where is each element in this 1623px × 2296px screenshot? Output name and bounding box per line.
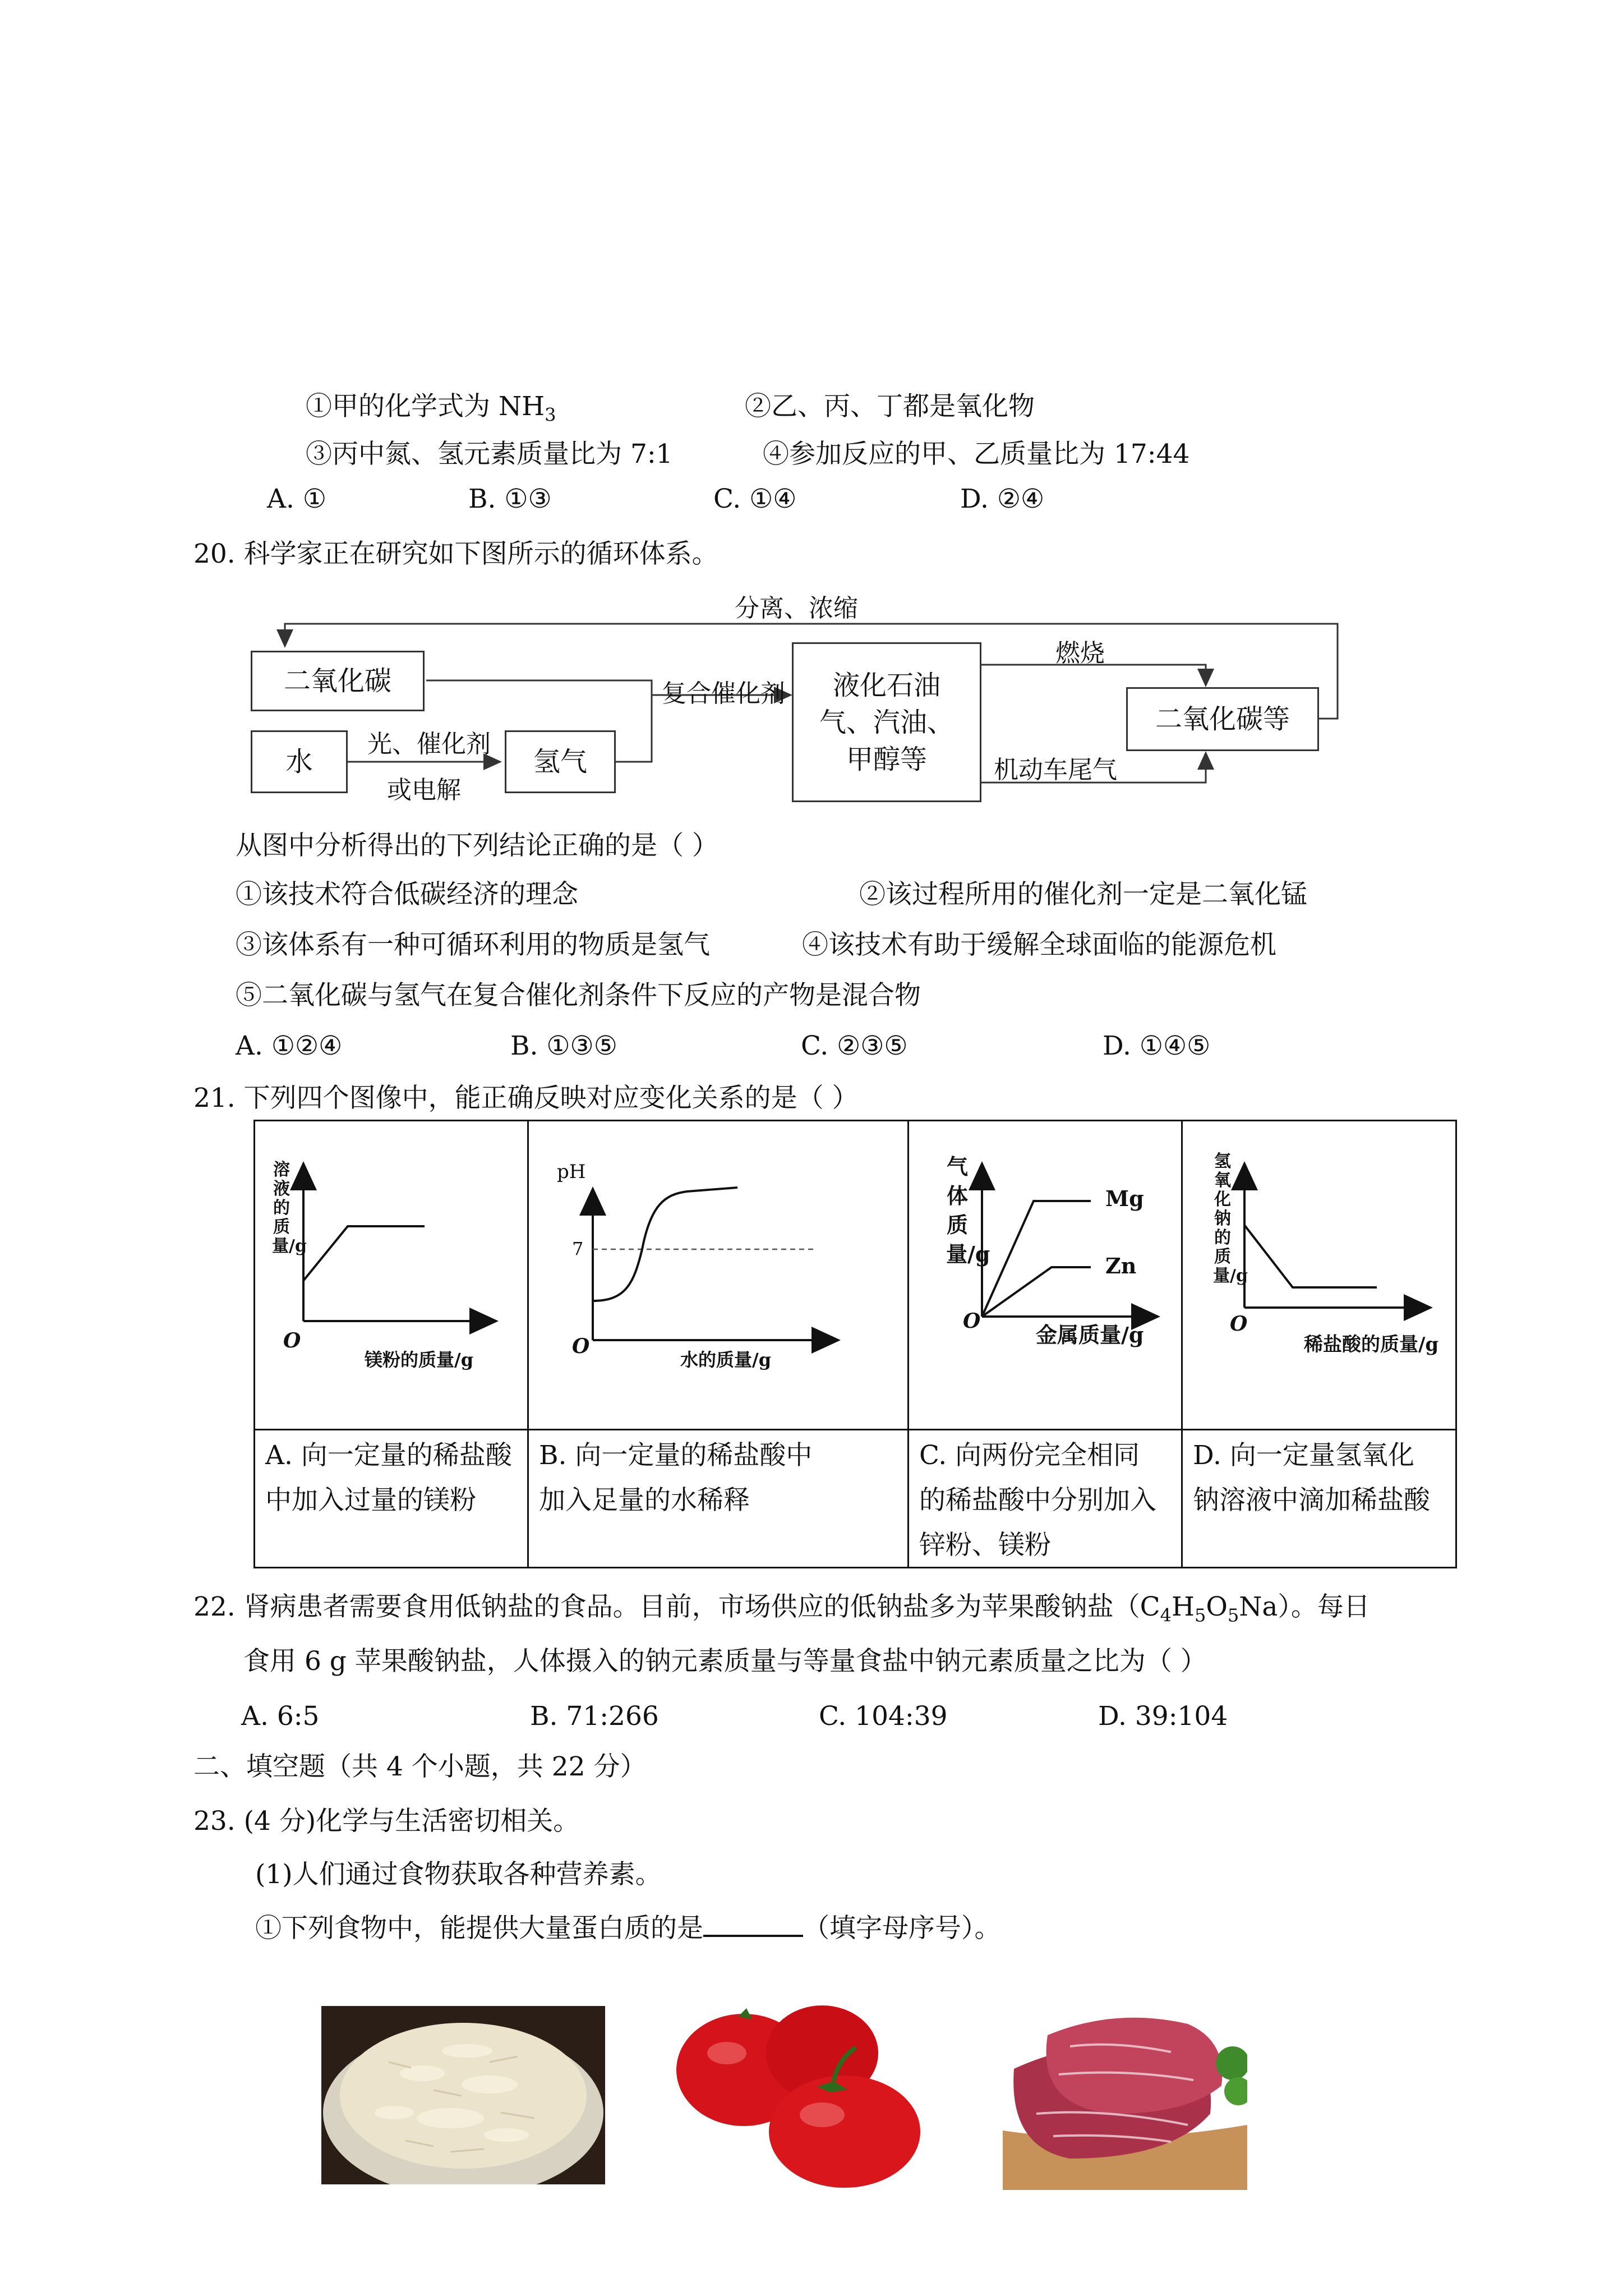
q19-option-a: A. ① (267, 484, 326, 514)
q21-graph-table (253, 1120, 1457, 1568)
fuel-line-1: 液化石油 (832, 669, 940, 701)
graph-a-ylabel: 溶液的质量/g (272, 1160, 307, 1256)
q21-stem: 21. 下列四个图像中，能正确反映对应变化关系的是（ ） (193, 1083, 859, 1114)
graph-c-mg: Mg (1105, 1186, 1144, 1211)
q19-option-c: C. ①④ (713, 484, 797, 514)
caption-a: A. 向一定量的稀盐酸中加入过量的镁粉 (265, 1440, 512, 1516)
separate-label: 分离、浓缩 (735, 594, 858, 623)
q23-part-1-question: ①下列食物中，能提供大量蛋白质的是 （填字母序号）。 (255, 1910, 1001, 1945)
section-2-heading: 二、填空题（共 4 个小题，共 22 分） (193, 1751, 647, 1782)
graph-c-zn: Zn (1105, 1253, 1137, 1278)
catalyst-label: 复合催化剂 (662, 679, 785, 708)
q20-statement-3: ③该体系有一种可循环利用的物质是氢气 (236, 930, 710, 960)
q19-option-b: B. ①③ (468, 484, 552, 514)
graph-b-xlabel: 水的质量/g (680, 1349, 772, 1370)
graph-d-origin: O (1230, 1312, 1248, 1336)
q20-statement-5: ⑤二氧化碳与氢气在复合催化剂条件下反应的产物是混合物 (236, 980, 921, 1011)
q20-cycle-diagram (0, 0, 1623, 813)
caption-b: B. 向一定量的稀盐酸中加入足量的水稀释 (539, 1440, 813, 1516)
q22-line-2: 食用 6 g 苹果酸钠盐，人体摄入的钠元素质量与等量食盐中钠元素质量之比为（ ） (243, 1646, 1207, 1677)
graph-c-ylabel: 气体质量/g (946, 1154, 990, 1267)
q19-statement-1: ①甲的化学式为 $NH_3$ (306, 391, 556, 426)
graph-a-xlabel: 镁粉的质量/g (365, 1349, 474, 1370)
q19-statement-3: ③丙中氮、氢元素质量比为 7:1 (306, 439, 673, 470)
light-label: 光、催化剂 (367, 730, 491, 758)
beef-photo (1003, 2001, 1247, 2190)
co2-box: 二氧化碳 (251, 651, 425, 711)
q20-statement-2: ②该过程所用的催化剂一定是二氧化锰 (859, 879, 1307, 910)
q20-option-b: B. ①③⑤ (510, 1030, 617, 1061)
q22-option-d: D. 39:104 (1098, 1701, 1228, 1732)
q22-option-c: C. 104:39 (819, 1701, 948, 1732)
q20-option-a: A. ①②④ (236, 1030, 343, 1061)
graph-a-origin: O (283, 1329, 301, 1352)
tomato-photo (671, 2003, 924, 2188)
graph-b-tick-7: 7 (572, 1238, 584, 1259)
co2-etc-box: 二氧化碳等 (1126, 687, 1319, 751)
water-box: 水 (251, 730, 348, 793)
electro-label: 或电解 (387, 776, 461, 804)
graph-b-origin: O (572, 1335, 590, 1358)
q20-stem: 20. 科学家正在研究如下图所示的循环体系。 (193, 539, 718, 569)
graph-d-ylabel: 氢氧化钠的质量/g (1213, 1152, 1248, 1286)
exhaust-label: 机动车尾气 (994, 756, 1117, 784)
q20-option-c: C. ②③⑤ (801, 1030, 908, 1061)
answer-blank[interactable] (703, 1910, 803, 1937)
fuel-box (792, 642, 981, 802)
q19-statement-2: ②乙、丙、丁都是氧化物 (745, 391, 1035, 422)
graph-c-origin: O (963, 1309, 981, 1333)
graph-c-xlabel: 金属质量/g (1036, 1322, 1144, 1347)
q20-statement-1: ①该技术符合低碳经济的理念 (236, 879, 578, 910)
q22-option-a: A. 6:5 (241, 1701, 320, 1732)
q23-part-1: (1)人们通过食物获取各种营养素。 (255, 1859, 662, 1890)
q20-statement-4: ④该技术有助于缓解全球面临的能源危机 (802, 930, 1276, 960)
graph-b-ylabel: pH (557, 1161, 586, 1183)
fuel-line-3: 甲醇等 (846, 743, 927, 775)
caption-c: C. 向两份完全相同的稀盐酸中分别加入锌粉、镁粉 (919, 1440, 1156, 1561)
q20-option-d: D. ①④⑤ (1103, 1030, 1211, 1061)
hydrogen-box: 氢气 (505, 730, 616, 793)
graph-d-xlabel: 稀盐酸的质量/g (1304, 1333, 1439, 1356)
q19-option-d: D. ②④ (960, 484, 1045, 514)
rice-photo (321, 2006, 605, 2184)
q22-option-b: B. 71:266 (530, 1701, 659, 1732)
q23-stem: 23. (4 分)化学与生活密切相关。 (193, 1806, 580, 1837)
caption-d: D. 向一定量氢氧化钠溶液中滴加稀盐酸 (1193, 1440, 1430, 1516)
fuel-line-2: 气、汽油、 (819, 706, 954, 738)
burn-label: 燃烧 (1055, 639, 1105, 668)
q20-question: 从图中分析得出的下列结论正确的是（ ） (236, 830, 718, 861)
q22-line-1: 22. 肾病患者需要食用低钠盐的食品。目前，市场供应的低钠盐多为苹果酸钠盐$(C_4H_5O_5Na)$。每日 (193, 1591, 1370, 1626)
q19-statement-4: ④参加反应的甲、乙质量比为 17:44 (763, 439, 1190, 470)
